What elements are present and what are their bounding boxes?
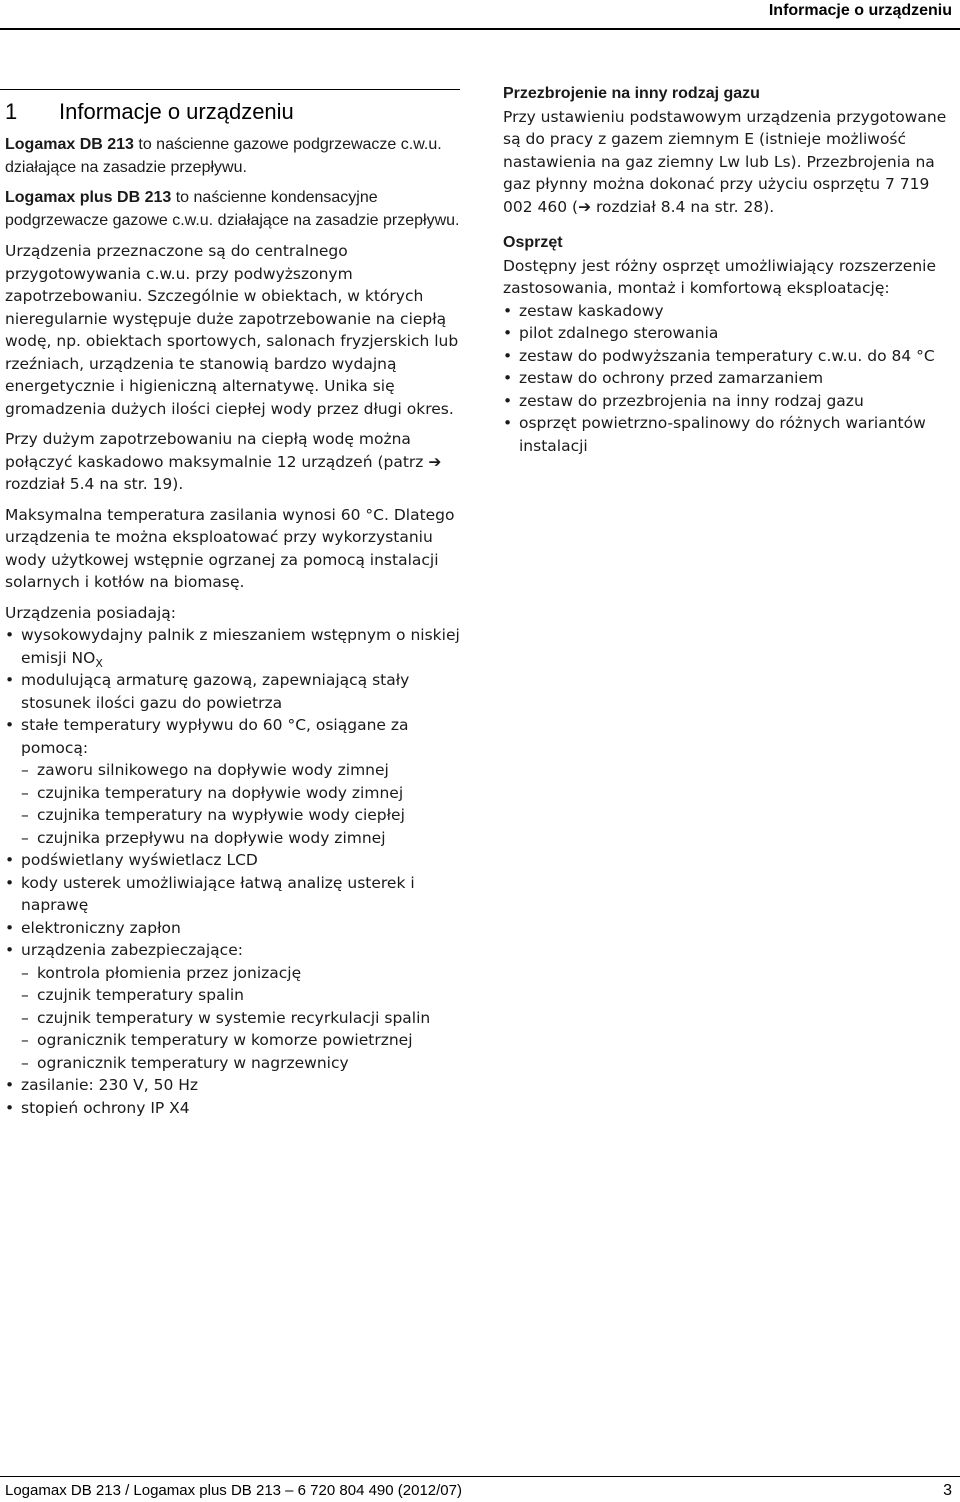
product-name-2: Logamax plus DB 213 bbox=[5, 189, 172, 206]
feature-burner: wysokowydajny palnik z mieszaniem wstępnym o niskiej emisji NO bbox=[21, 626, 460, 667]
list-item: • elektroniczny zapłon bbox=[5, 917, 460, 940]
intro-paragraph-1 bbox=[5, 134, 460, 179]
cascade-paragraph: Przy dużym zapotrzebowaniu na ciepłą wodę można połączyć kaskadowo maksymalnie 12 urządzeń (patrz ➔ rozdział 5.4 na str. 19). bbox=[5, 430, 442, 493]
footer-rule bbox=[0, 1476, 960, 1477]
intro-paragraph-2 bbox=[5, 187, 460, 232]
list-item: – czujnik temperatury spalin bbox=[5, 984, 460, 1007]
section-number: 1 bbox=[5, 99, 18, 124]
list-item: • urządzenia zabezpieczające: bbox=[5, 939, 460, 962]
gas-conversion-paragraph: Przy ustawieniu podstawowym urządzenia przygotowane są do pracy z gazem ziemnym E (istnieje możliwość nastawienia na gaz ziemny Lw lub Ls). Przezbrojenia na gaz płynny można dokonać przy użyciu osprzętu 7 719 002 460 (➔ rozdział 8.4 na str. 28). bbox=[503, 107, 947, 216]
list-item: • osprzęt powietrzno-spalinowy do różnych wariantów instalacji bbox=[503, 412, 955, 457]
list-item: – kontrola płomienia przez jonizację bbox=[5, 962, 460, 985]
nox-subscript: X bbox=[95, 656, 103, 670]
intro-text-2: to naścienne kondensacyjne podgrzewacze gazowe c.w.u. działające na zasadzie przepływu. bbox=[5, 189, 460, 229]
list-item: – zaworu silnikowego na dopływie wody zimnej bbox=[5, 759, 460, 782]
temperature-paragraph: Maksymalna temperatura zasilania wynosi 60 °C. Dlatego urządzenia te można eksploatować przy wykorzystaniu wody użytkowej wstępnie ogrzanej za pomocą instalacji solarnych i kotłów na biomasę. bbox=[5, 505, 455, 591]
list-item: • podświetlany wyświetlacz LCD bbox=[5, 849, 460, 872]
list-item: – ogranicznik temperatury w komorze powietrznej bbox=[5, 1029, 460, 1052]
header-title: Informacje o urządzeniu bbox=[768, 2, 952, 19]
page-number: 3 bbox=[943, 1482, 952, 1499]
list-item: • zasilanie: 230 V, 50 Hz bbox=[5, 1074, 460, 1097]
list-item: – czujnika przepływu na dopływie wody zimnej bbox=[5, 827, 460, 850]
features-list bbox=[5, 624, 460, 1119]
list-item: • stopień ochrony IP X4 bbox=[5, 1097, 460, 1120]
accessories-paragraph: Dostępny jest różny osprzęt umożliwiający rozszerzenie zastosowania, montaż i komfortową eksploatację: bbox=[503, 256, 936, 297]
usage-paragraph: Urządzenia przeznaczone są do centralnego przygotowywania c.w.u. przy podwyższonym zapotrzebowaniu. Szczególnie w obiektach, w których nieregularnie występuje duże zapotrzebowanie na ciepłą wodę, np. obiektach sportowych, salonach fryzjerskich lub rzeźniach, urządzenia te stanowią bardzo wydajną energetycznie i higieniczną alternatywę. Unika się gromadzenia dużych ilości ciepłej wody przez długi okres. bbox=[5, 242, 459, 418]
gas-conversion-heading: Przezbrojenie na inny rodzaj gazu bbox=[503, 85, 760, 102]
list-item: • stałe temperatury wypływu do 60 °C, osiągane za pomocą: bbox=[5, 714, 460, 759]
list-item: – ogranicznik temperatury w nagrzewnicy bbox=[5, 1052, 460, 1075]
accessories-heading: Osprzęt bbox=[503, 234, 563, 251]
list-item: – czujnika temperatury na wypływie wody ciepłej bbox=[5, 804, 460, 827]
footer-text: Logamax DB 213 / Logamax plus DB 213 – 6 720 804 490 (2012/07) bbox=[5, 1482, 462, 1499]
list-item: • zestaw do ochrony przed zamarzaniem bbox=[503, 367, 955, 390]
list-item: • zestaw do przezbrojenia na inny rodzaj gazu bbox=[503, 390, 955, 413]
list-item: • kody usterek umożliwiające łatwą analizę usterek i naprawę bbox=[5, 872, 460, 917]
product-name-1: Logamax DB 213 bbox=[5, 136, 134, 153]
list-item: • zestaw kaskadowy bbox=[503, 300, 955, 323]
intro-text-1: to naścienne gazowe podgrzewacze c.w.u. działające na zasadzie przepływu. bbox=[5, 136, 442, 176]
header-rule bbox=[0, 28, 960, 30]
left-column bbox=[5, 88, 460, 1127]
list-item: • zestaw do podwyższania temperatury c.w.u. do 84 °C bbox=[503, 345, 955, 368]
accessories-list bbox=[503, 300, 955, 458]
list-item bbox=[5, 624, 460, 669]
list-item: • pilot zdalnego sterowania bbox=[503, 322, 955, 345]
list-item: • modulującą armaturę gazową, zapewniającą stały stosunek ilości gazu do powietrza bbox=[5, 669, 460, 714]
right-column bbox=[503, 83, 955, 465]
section-title: Informacje o urządzeniu bbox=[59, 99, 294, 124]
section-heading bbox=[5, 98, 460, 126]
list-item: – czujnika temperatury na dopływie wody zimnej bbox=[5, 782, 460, 805]
list-item: – czujnik temperatury w systemie recyrkulacji spalin bbox=[5, 1007, 460, 1030]
features-intro: Urządzenia posiadają: bbox=[5, 603, 176, 622]
